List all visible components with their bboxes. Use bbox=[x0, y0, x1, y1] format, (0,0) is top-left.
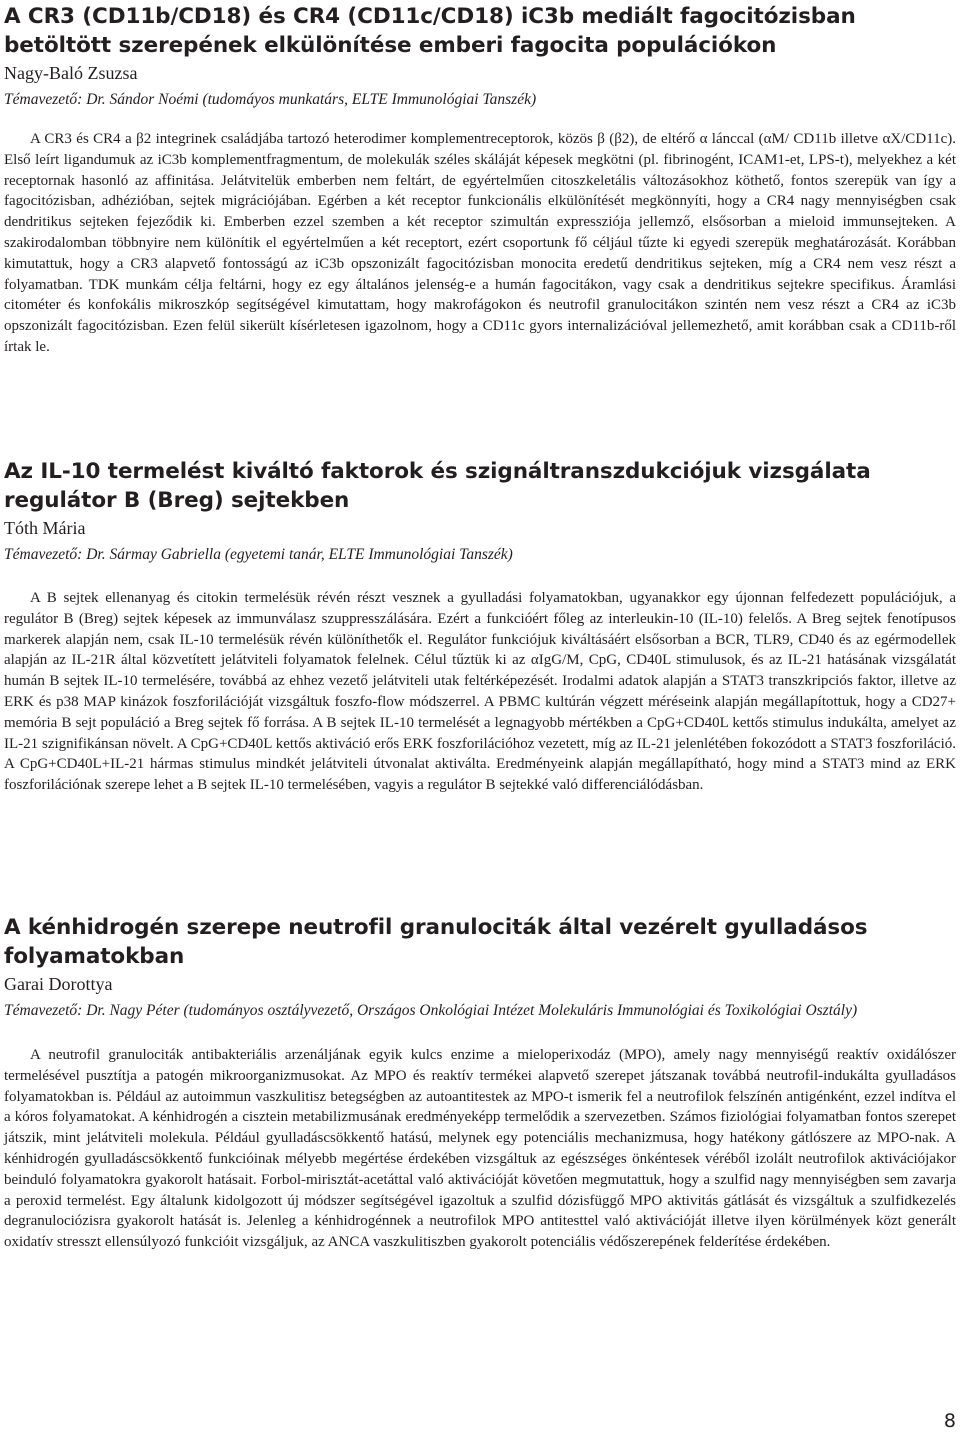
abstract-text: A neutrofil granulociták antibakteriális arzenáljának egyik kulcs enzime a mieloperixodáz (MPO), amely nagy mennyiségű reaktív oxidálószer termelésével pusztítja a patogén mikroorganizmusokat. Az MPO és reaktív termékei alapvető szerepet játszanak továbbá neutrofil-indukálta gyulladásos folyamatokban is. Például az autoimmun vaszkulitisz betegségben az autoantitestek az MPO-t ismerik fel a neutrofilok felszínén antigénként, ezzel indítva el a kóros folyamatokat. A kénhidrogén a cisztein metabilizmusának eredményeképp termelődik a szervezetben. Számos fiziológiai folyamatban fontos szerepet játszik, mint jelátviteli molekula. Például gyulladáscsökkentő hatású, melynek egy potenciális mechanizmusa, hogy hatékony gátlószere az MPO-nak. A kénhidrogén gyulladáscsökkentő funkcióinak mélyebb megértése érdekében vizsgáltuk az egészséges önkéntesek véréből izolált neutrofilok aktivációjakor beinduló folyamatokra gyakorolt hatásait. Forbol-mirisztát-acetáttal való aktivációját követően megmutattuk, hogy a szulfid nagy mennyiségben sem zavarja a peroxid termelést. Egy általunk kidolgozott új módszer segítségével igazoltuk a szulfid dózisfüggő MPO aktivitás gátlását és vizsgáltuk a szulfidkezelés degranulociózisra gyakorolt hatását is. Jelenleg a kénhidrogénnek a neutrofilok MPO antitesttel való aktivációját illetve ilyen körülmények közt generált oxidatív stresszt ellensúlyozó funkcióit vizsgáljuk, az ANCA vaszkulitiszben gyakorolt potenciális védőszerepének felderítése érdekében. bbox=[4, 1047, 956, 1251]
section-title: A CR3 (CD11b/CD18) és CR4 (CD11c/CD18) iC3b mediált fagocitózisban betöltött szerepének elkülönítése emberi fagocita populációkon bbox=[4, 4, 856, 58]
page-number: 8 bbox=[943, 1410, 956, 1432]
abstract-text: A B sejtek ellenanyag és citokin termelésük révén részt vesznek a gyulladási folyamatokban, ugyanakkor egy újonnan felfedezett populációjuk, a regulátor B (Breg) sejtek képesek az immunválasz szuppresszálására. Ezért a funkcióért főleg az interleukin-10 (IL-10) felelős. A Breg sejtek fenotípusos markerek alapján nem, csak IL-10 termelésük révén különíthetők el. Regulátor funkciójuk kiváltásáért elsősorban a BCR, TLR9, CD40 és az egérmodellek alapján az IL-21R által közvetített jelátviteli folyamatok felelnek. Célul tűztük ki az αIgG/M, CpG, CD40L stimulusok, és az IL-21 hatásának vizsgálatát humán B sejtek IL-10 termelésére, továbbá az ehhez vezető jelátviteli utak feltérképezését. Irodalmi adatok alapján a STAT3 transzkripciós faktor, illetve az ERK és p38 MAP kinázok foszforilációját vizsgáltuk foszfo-flow módszerrel. A PBMC kultúrán végzett méréseink alapján megállapítottuk, hogy a CD27+ memória B sejt populáció a Breg sejtek fő forrása. A B sejtek IL-10 termelését a legnagyobb mértékben a CpG+CD40L kettős stimulus indukálta, amelyet az IL-21 szignifikánsan növelt. A CpG+CD40L kettős aktiváció erős ERK foszforilációhoz vezetett, míg az IL-21 jelenlétében fokozódott a STAT3 foszforiláció. A CpG+CD40L+IL-21 hármas stimulus mindkét jelátviteli útvonalat aktiválta. Eredményeink alapján megállapítható, hogy mind a STAT3 mind az ERK foszforilációnak szerepe lehet a B sejtek IL-10 termelésében, vagyis a regulátor B sejtekké való differenciálódásban. bbox=[4, 590, 956, 794]
abstract-section-1 bbox=[4, 2, 956, 358]
author-name: Tóth Mária bbox=[4, 518, 86, 538]
abstract-section-2 bbox=[4, 457, 956, 796]
supervisor-line: Témavezető: Dr. Sándor Noémi (tudomáyos munkatárs, ELTE Immunológiai Tanszék) bbox=[4, 91, 537, 108]
abstract-section-3 bbox=[4, 913, 956, 1253]
author-name: Garai Dorottya bbox=[4, 974, 113, 994]
section-title: A kénhidrogén szerepe neutrofil granulociták által vezérelt gyulladásos folyamatokban bbox=[4, 915, 868, 969]
author-name: Nagy-Baló Zsuzsa bbox=[4, 63, 138, 83]
section-title: Az IL-10 termelést kiváltó faktorok és szignáltranszdukciójuk vizsgálata regulátor B (Breg) sejtekben bbox=[4, 459, 871, 513]
supervisor-line: Témavezető: Dr. Nagy Péter (tudományos osztályvezető, Országos Onkológiai Intézet Molekuláris Immunológiai és Toxikológiai Osztály) bbox=[4, 1002, 858, 1019]
abstract-text: A CR3 és CR4 a β2 integrinek családjába tartozó heterodimer komplementreceptorok, közös β (β2), de eltérő α lánccal (αM/ CD11b illetve αX/CD11c). Első leírt ligandumuk az iC3b komplementfragmentum, de molekulák széles skáláját képesek megkötni (pl. fibrinogént, ICAM1-et, LPS-t), melyekhez a két receptornak hasonló az affinitása. Jelátvitelük emberben nem feltárt, de egyértelműen citoszkeletális változásokhoz köthető, fontos szerepük van így a fagocitózisban, adhézióban, sejtek migrációjában. Egérben a két receptor funkcionális elkülönítését megkönnyíti, hogy a CR4 nagy mennyiségben csak dendritikus sejteken fejeződik ki. Emberben ezzel szemben a két receptor szimultán expressziója jellemző, elsősorban a mieloid immunsejteken. A szakirodalomban többnyire nem különítik el egyértelműen a két receptort, ezért csoportunk fő céljául tűzte ki egyedi szerepük meghatározását. Korábban kimutattuk, hogy a CR3 alapvető fontosságú az iC3b opszonizált fagocitózisban monocita eredetű dendritikus sejteken, míg a CR4 nem vesz részt a folyamatban. TDK munkám célja feltárni, hogy ez egy általános jelenség-e a humán fagocitákon, vagy csak a dendritikus sejtekre specifikus. Áramlási citométer és konfokális mikroszkóp segítségével kimutattam, hogy makrofágokon és neutrofil granulocitákon szintén nem vesz részt a CR4 az iC3b opszonizált fagocitózisban. Ezen felül sikerült kísérletesen igazolnom, hogy a CD11c gyors internalizációval jellemezhető, amit korábban csak a CD11b-ről írtak le. bbox=[4, 131, 956, 355]
supervisor-line: Témavezető: Dr. Sármay Gabriella (egyetemi tanár, ELTE Immunológiai Tanszék) bbox=[4, 546, 513, 563]
